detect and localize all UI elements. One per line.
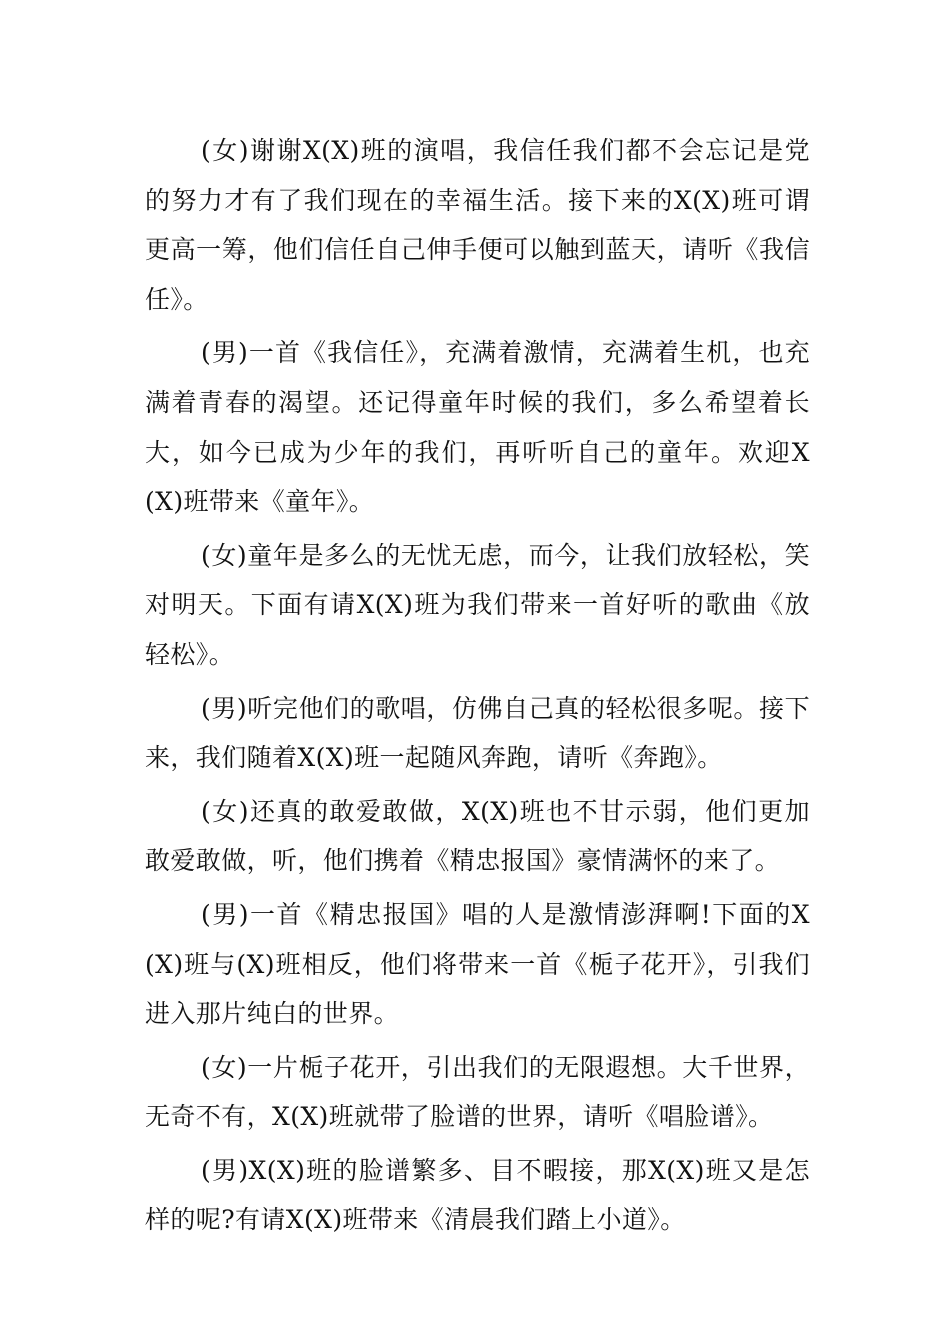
paragraph-8: (男)X(X)班的脸谱繁多、目不暇接，那X(X)班又是怎样的呢?有请X(X)班带来《清晨我们踏上小道》。: [145, 1155, 810, 1235]
paragraph-2: (男)一首《我信任》，充满着激情，充满着生机，也充满着青春的渴望。还记得童年时候的我们，多么希望着长大，如今已成为少年的我们，再听听自己的童年。欢迎X(X)班带来《童年》。: [145, 338, 810, 517]
paragraph-5: (女)还真的敢爱敢做，X(X)班也不甘示弱，他们更加敢爱敢做，听，他们携着《精忠报国》豪情满怀的来了。: [145, 796, 810, 876]
paragraph-6: (男)一首《精忠报国》唱的人是激情澎湃啊!下面的X(X)班与(X)班相反，他们将带来一首《栀子花开》，引我们进入那片纯白的世界。: [145, 899, 810, 1029]
document-body: [145, 126, 810, 1249]
paragraph-7: (女)一片栀子花开，引出我们的无限遐想。大千世界，无奇不有，X(X)班就带了脸谱的世界，请听《唱脸谱》。: [145, 1052, 810, 1132]
paragraph-4: (男)听完他们的歌唱，仿佛自己真的轻松很多呢。接下来，我们随着X(X)班一起随风奔跑，请听《奔跑》。: [145, 693, 810, 773]
paragraph-1: (女)谢谢X(X)班的演唱，我信任我们都不会忘记是党的努力才有了我们现在的幸福生活。接下来的X(X)班可谓更高一筹，他们信任自己伸手便可以触到蓝天，请听《我信任》。: [145, 136, 810, 314]
paragraph-3: (女)童年是多么的无忧无虑，而今，让我们放轻松，笑对明天。下面有请X(X)班为我们带来一首好听的歌曲《放轻松》。: [145, 540, 810, 669]
